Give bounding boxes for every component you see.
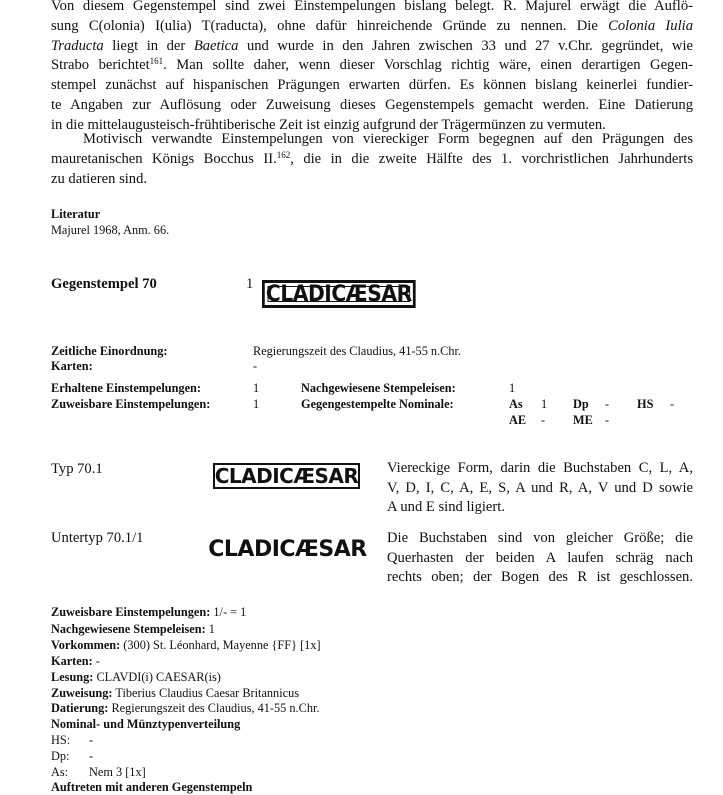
untertyp-label: Untertyp 70.1/1 <box>51 530 144 546</box>
untertyp-description <box>387 529 693 588</box>
nominal-dp-value: - <box>605 397 610 411</box>
typ-desc-line: A und E sind ligiert. <box>387 499 505 515</box>
detail-karten: Karten: - <box>51 654 100 668</box>
nominal-hs-value: - <box>670 397 675 411</box>
gegenstempel-count: 1 <box>246 276 254 292</box>
intro-line-6: te Angaben zur Auflösung oder Zuweisung dieses Gegenstempels gemacht werden. Eine Datierung <box>51 96 693 113</box>
untertyp-desc-line: rechts oben; der Bogen des R ist geschlossen. <box>387 569 693 585</box>
intro-paragraph <box>51 0 693 136</box>
typ-description <box>387 459 693 518</box>
verteilung-dp-label: Dp: <box>51 749 70 763</box>
nachgewiesene-value: 1 <box>509 381 516 395</box>
verteilung-hs-label: HS: <box>51 733 71 747</box>
literatur-text: Majurel 1968, Anm. 66. <box>51 223 170 237</box>
baetica-term: Baetica <box>193 37 239 54</box>
nominale-label: Gegengestempelte Nominale: <box>301 397 454 411</box>
nominal-me-value: - <box>605 413 610 427</box>
footnote-161[interactable]: 161 <box>149 56 164 67</box>
nominal-ae-label: AE <box>509 413 527 427</box>
countermark-image-untertyp: CLADICÆSAR <box>208 536 367 562</box>
countermark-image-typ: CLADICÆSAR <box>214 464 359 488</box>
intro-line-5: stempel zunächst auf hispanischen Prägungen erwarten dürfen. Es können bislang keinerlei fundier- <box>51 77 693 94</box>
intro-line-7: in die mittelaugusteisch-frühtiberische Zeit ist einzig aufgrund der Trägermünzen zu vermuten. <box>51 116 606 133</box>
detail-vorkommen: Vorkommen: (300) St. Léonhard, Mayenne {FF} [1x] <box>51 638 321 652</box>
nominal-ae-value: - <box>541 413 546 427</box>
detail-zuweisbare: Zuweisbare Einstempelungen: 1/- = 1 <box>51 605 247 619</box>
literatur-heading: Literatur <box>51 207 101 221</box>
traducta-term: Traducta <box>51 37 104 54</box>
verteilung-heading: Nominal- und Münztypenverteilung <box>51 717 241 731</box>
zeitliche-label: Zeitliche Einordnung: <box>51 344 168 358</box>
nominal-as-value: 1 <box>541 397 548 411</box>
para2-line-2: mauretanischen Königs Bocchus II.$^{162}$, die in die zweite Hälfte des 1. vorchristlichen Jahrhunderts <box>51 149 694 167</box>
nachgewiesene-label: Nachgewiesene Stempeleisen: <box>301 381 456 395</box>
typ-desc-line: V, D, I, C, A, E, S, A und R, A, V und D sowie <box>387 479 693 496</box>
intro-line-2: sung C(olonia) I(ulia) T(raducta), ohne dafür hinreichende Gründe zu nennen. Die Colonia Iulia <box>51 17 693 34</box>
second-paragraph <box>51 130 693 189</box>
detail-zuweisung: Zuweisung: Tiberius Claudius Caesar Britannicus <box>51 686 300 700</box>
typ-label: Typ 70.1 <box>51 461 103 477</box>
detail-datierung: Datierung: Regierungszeit des Claudius, 41-55 n.Chr. <box>51 701 320 715</box>
intro-line-4: Strabo berichtet$^{161}$. Man sollte daher, wenn dieser Vorschlag richtig wäre, einen derartigen Gegen- <box>51 56 693 74</box>
nominal-me-label: ME <box>573 413 593 427</box>
intro-line-3: Traducta liegt in der Baetica und wurde in den Jahren zwischen 33 und 27 v.Chr. gegründet, wie <box>51 37 693 54</box>
typ-desc-line: Viereckige Form, darin die Buchstaben C, L, A, <box>387 460 693 476</box>
verteilung-hs-value: - <box>89 733 94 747</box>
intro-line-1: Von diesem Gegenstempel sind zwei Einstempelungen bislang belegt. R. Majurel erwägt die Auflö- <box>51 0 693 14</box>
untertyp-desc-line: Querhasten der beiden A laufen schräg nach <box>387 549 693 566</box>
karten-label: Karten: <box>51 359 93 373</box>
countermark-image-main: CLADICÆSAR <box>262 280 416 308</box>
para2-line-3: zu datieren sind. <box>51 170 148 187</box>
erhaltene-value: 1 <box>253 381 260 395</box>
footnote-162[interactable]: 162 <box>276 149 291 160</box>
gegenstempel-title: Gegenstempel 70 <box>51 276 157 292</box>
karten-value: - <box>253 359 258 373</box>
colonia-iulia-term: Colonia Iulia <box>608 17 693 34</box>
erhaltene-label: Erhaltene Einstempelungen: <box>51 381 201 395</box>
detail-nachgewiesene: Nachgewiesene Stempeleisen: 1 <box>51 622 215 636</box>
auftreten-heading: Auftreten mit anderen Gegenstempeln <box>51 780 253 794</box>
para2-line-1: Motivisch verwandte Einstempelungen von viereckiger Form begegnen auf den Prägungen des <box>83 131 693 147</box>
nominal-hs-label: HS <box>637 397 654 411</box>
nominal-dp-label: Dp <box>573 397 589 411</box>
zuweisbare-label: Zuweisbare Einstempelungen: <box>51 397 211 411</box>
untertyp-desc-line: Die Buchstaben sind von gleicher Größe; die <box>387 530 693 546</box>
verteilung-as-value: Nem 3 [1x] <box>89 765 146 779</box>
nominal-as-label: As <box>509 397 523 411</box>
verteilung-dp-value: - <box>89 749 94 763</box>
zeitliche-value: Regierungszeit des Claudius, 41-55 n.Chr. <box>253 344 461 358</box>
detail-lesung: Lesung: CLAVDI(i) CAESAR(is) <box>51 670 221 684</box>
zuweisbare-value: 1 <box>253 397 260 411</box>
verteilung-as-label: As: <box>51 765 69 779</box>
